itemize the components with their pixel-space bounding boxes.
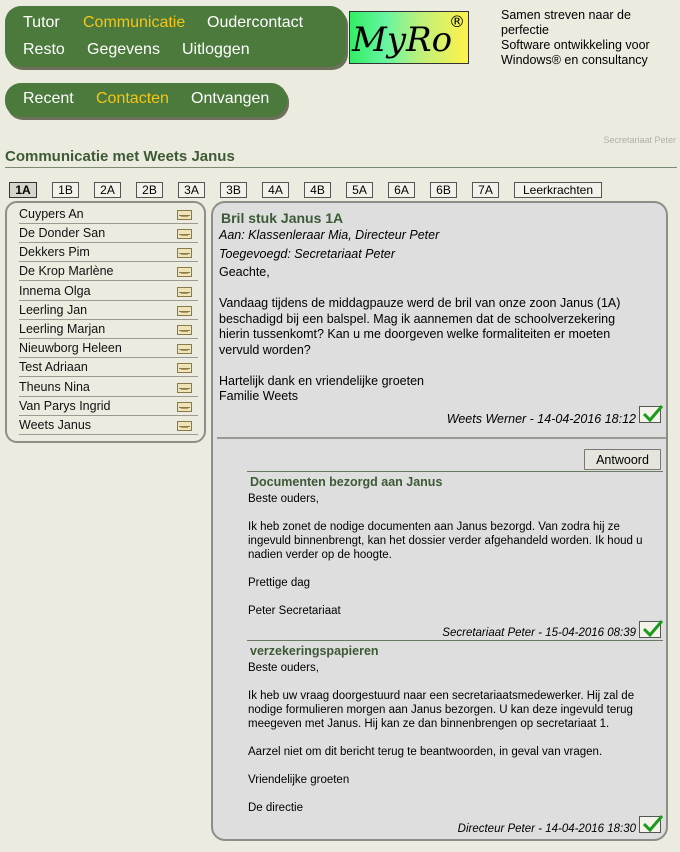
student-name: Cuypers An [19,207,84,221]
envelope-icon[interactable] [177,210,192,220]
message-body: Geachte, Vandaag tijdens de middagpauze werd de bril van onze zoon Janus (1A) beschadigd bij een balspel. Mag ik aannemen dat de schoolverzekering hierin tussenkomt? Kan u me doorgeven welke formaliteiten er moeten vervuld worden? Hartelijk dank en vriendelijke groeten Familie Weets [219,265,621,403]
checkmark-icon[interactable] [639,816,661,833]
envelope-icon[interactable] [177,363,192,373]
student-name: De Donder San [19,226,106,240]
envelope-icon[interactable] [177,325,192,335]
student-name: Leerling Marjan [19,322,106,336]
student-row[interactable] [19,224,198,243]
student-row[interactable] [19,262,198,281]
nav-gegevens[interactable]: Gegevens [87,41,160,58]
subnav-contacten[interactable]: Contacten [96,90,169,107]
subnav-recent[interactable]: Recent [23,90,74,107]
message-divider [217,437,666,439]
page-title: Communicatie met Weets Janus [5,148,235,165]
message-recipients: Aan: Klassenleraar Mia, Directeur Peter [219,228,440,242]
tab-2b[interactable]: 2B [136,182,163,198]
nav-oudercontact[interactable]: Oudercontact [207,14,304,31]
tab-4b[interactable]: 4B [304,182,331,198]
student-row[interactable] [19,205,198,224]
reply-subject: Documenten bezorgd aan Janus [250,475,443,489]
student-list [5,201,206,443]
student-row[interactable] [19,243,198,262]
message-subject: Bril stuk Janus 1A [221,210,344,226]
student-name: Van Parys Ingrid [19,399,111,413]
tagline [501,8,676,68]
nav-uitloggen[interactable]: Uitloggen [182,41,250,58]
tab-6b[interactable]: 6B [430,182,457,198]
student-name: Nieuwborg Heleen [19,341,122,355]
student-name: Weets Janus [19,418,92,432]
tab-3a[interactable]: 3A [178,182,205,198]
reply-signature: Directeur Peter - 14-04-2016 18:30 [457,823,636,835]
tab-4a[interactable]: 4A [262,182,289,198]
reply-body: Beste ouders, Ik heb uw vraag doorgestuurd naar een secretariaatsmedewerker. Hij zal de nodige formulieren morgen aan Janus bezorgen. U kan deze ingevuld terug meegeven met Janus. Hij kan ze dan binnenbrengen op secretariaat 1. Aarzel niet om dit bericht terug te beantwoorden, in geval van vragen. Vriendelijke groeten De directie [248,662,635,814]
student-row[interactable] [19,358,198,377]
envelope-icon[interactable] [177,306,192,316]
reply-body: Beste ouders, Ik heb zonet de nodige documenten aan Janus bezorgd. Van zodra hij ze ingevuld binnenbrengt, kan het dossier verder afgehandeld worden. Ik houd u nadien verder op de hoogte. Prettige dag Peter Secretariaat [248,493,643,617]
student-row[interactable] [19,378,198,397]
student-row[interactable] [19,320,198,339]
message-thread [211,201,668,841]
student-row[interactable] [19,339,198,358]
student-row[interactable] [19,416,198,435]
nav-communicatie[interactable]: Communicatie [83,14,186,31]
student-name: Leerling Jan [19,303,88,317]
logo-text: MyRo [352,20,453,60]
tab-2a[interactable]: 2A [94,182,121,198]
envelope-icon[interactable] [177,402,192,412]
envelope-icon[interactable] [177,383,192,393]
tab-1b[interactable]: 1B [52,182,79,198]
nav-tutor[interactable]: Tutor [23,14,60,31]
student-name: Innema Olga [19,284,91,298]
envelope-icon[interactable] [177,229,192,239]
subnav-ontvangen[interactable]: Ontvangen [191,90,270,107]
student-row[interactable] [19,397,198,416]
envelope-icon[interactable] [177,421,192,431]
myro-logo [349,11,469,64]
checkmark-icon[interactable] [639,621,661,638]
tab-3b[interactable]: 3B [220,182,247,198]
student-row[interactable] [19,301,198,320]
student-name: De Krop Marlène [19,264,114,278]
tab-1a[interactable]: 1A [9,182,37,198]
envelope-icon[interactable] [177,344,192,354]
reply-divider [247,640,663,641]
reply-signature: Secretariaat Peter - 15-04-2016 08:39 [442,627,636,639]
student-name: Theuns Nina [19,380,90,394]
tab-6a[interactable]: 6A [388,182,415,198]
logged-in-user: Secretariaat Peter [603,135,676,145]
reply-divider [247,471,663,472]
checkmark-icon[interactable] [639,406,661,423]
student-name: Test Adriaan [19,360,88,374]
envelope-icon[interactable] [177,267,192,277]
message-added: Toegevoegd: Secretariaat Peter [219,247,396,261]
nav-resto[interactable]: Resto [23,41,65,58]
tab-7a[interactable]: 7A [472,182,499,198]
student-name: Dekkers Pim [19,245,90,259]
title-divider [5,167,677,168]
sub-nav [5,83,287,117]
logo-registered-mark: ® [449,12,465,31]
reply-subject: verzekeringspapieren [250,644,379,658]
tagline-line-2: Software ontwikkeling voor Windows® en consultancy [501,38,650,67]
envelope-icon[interactable] [177,287,192,297]
answer-button[interactable]: Antwoord [584,449,661,470]
tab-5a[interactable]: 5A [346,182,373,198]
envelope-icon[interactable] [177,248,192,258]
student-row[interactable] [19,282,198,301]
main-nav [5,6,346,67]
message-signature: Weets Werner - 14-04-2016 18:12 [446,412,636,426]
tab-leerkrachten[interactable]: Leerkrachten [514,182,602,198]
tagline-line-1: Samen streven naar de perfectie [501,8,631,37]
